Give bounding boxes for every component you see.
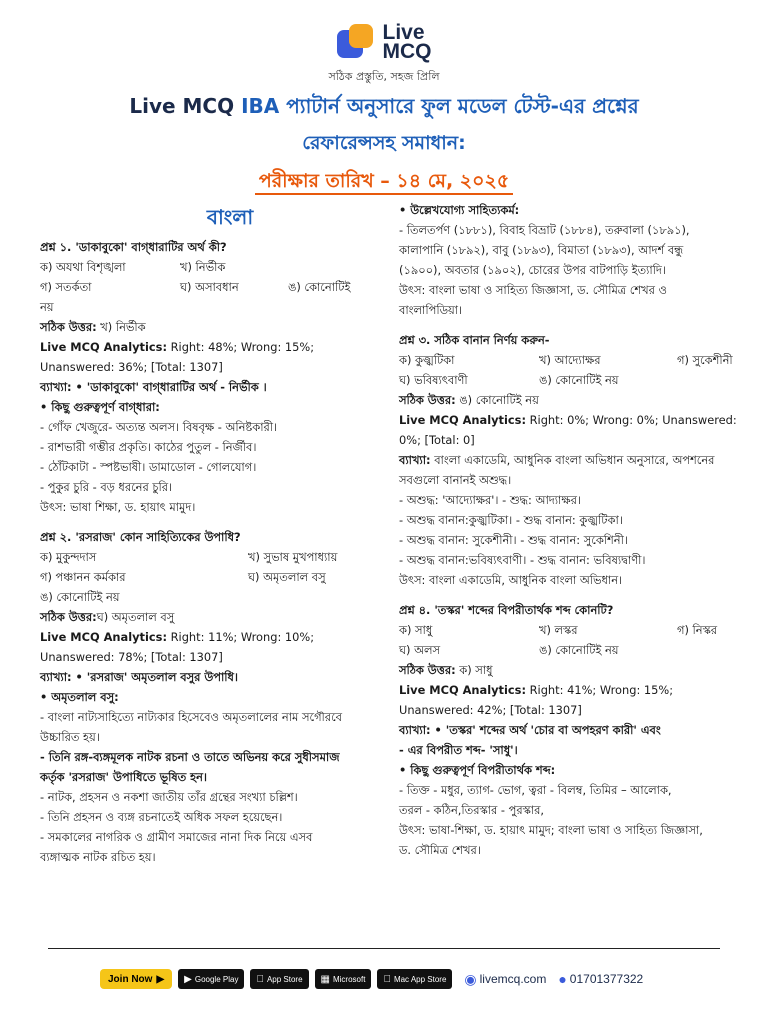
option-a: ক) সাধু [399,623,433,637]
explanation [40,377,390,397]
list-item: - অশুদ্ধ বানান:কুজ্ঝটিকা। - শুদ্ধ বানান: কুজ্ঝটিকা। [399,513,623,527]
option-b: খ) লস্কর [539,623,578,637]
google-play-badge[interactable] [178,969,244,989]
tagline: সঠিক প্রস্তুতি, সহজ প্রিলি [328,70,440,83]
works-line: কালাপানি (১৮৯২), বাবু (১৮৯৩), বিমাতা (১৮৯৩), আদর্শ বন্ধু [399,243,684,257]
works-line: উৎস: বাংলা ভাষা ও সাহিত্য জিজ্ঞাসা, ড. সৌমিত্র শেখর ও [399,283,667,297]
source: উৎস: ভাষা-শিক্ষা, ড. হায়াৎ মামুদ; বাংলা ভাষা ও সাহিত্য জিজ্ঞাসা, [399,823,703,837]
subject-heading: বাংলা [206,205,254,229]
explanation-label: ব্যাখ্যা: [399,453,431,467]
answer-value: খ) নির্ভীক [96,320,146,334]
google-play-icon: ▶ [184,973,192,985]
option-e-cont: নয় [40,300,54,314]
works-line: - তিলতর্পণ (১৮৮১), বিবাহ বিভ্রাট (১৮৮৪), তরুবালা (১৮৯১), [399,223,690,237]
explanation-text: • 'তস্কর' শব্দের অর্থ 'চোর বা অপহরণ কারী' এবং [430,723,661,737]
option-c: গ) পঞ্চানন কর্মকার [40,570,126,584]
option-b: খ) সুভাষ মুখপাধ্যায় [248,550,338,564]
explanation-cont: - এর বিপরীত শব্দ- 'সাধু'। [399,743,518,757]
footer [100,968,643,990]
answer-label: সঠিক উত্তর: [40,610,97,624]
list-item: - তিক্ত - মধুর, ত্যাগ- ভোগ, ত্বরা - বিলম্ব, তিমির – আলোক, [399,783,672,797]
option-c: গ) সতর্কতা [40,280,92,294]
answer-label: সঠিক উত্তর: [399,393,456,407]
right-column [399,200,744,860]
list-item: - অশুদ্ধ বানান:ভবিষ্যৎবাণী। - শুদ্ধ বানান: ভবিষ্যদ্বাণী। [399,553,646,567]
works-line: বাংলাপিডিয়া। [399,303,463,317]
works-line: (১৯০০), অবতার (১৯০২), চোরের উপর বাটপাড়ি ইত্যাদি। [399,263,666,277]
list-item: - অশুদ্ধ: 'আদ্যোক্ষর'। - শুদ্ধ: আদ্যাক্ষর। [399,493,581,507]
works-title: • উল্লেখযোগ্য সাহিত্যকর্ম: [399,203,520,217]
logo-line2: MCQ [382,40,432,63]
option-a: ক) কুজ্ঝটিকা [399,353,455,367]
correct-answer [399,390,744,410]
option-a: ক) মুকুন্দদাস [40,550,97,564]
option-d: ঘ) অলস [399,643,440,657]
option-e: ঙ) কোনোটিই নয় [539,373,619,387]
analytics-label: Live MCQ Analytics: [399,683,526,697]
website-link[interactable] [449,970,546,988]
logo [337,22,432,62]
phone-contact[interactable] [543,971,643,987]
answer-label: সঠিক উত্তর: [40,320,97,334]
option-c: গ) নিস্কর [677,623,718,637]
text-line: - বাংলা নাট্যসাহিত্যে নাট্যকার হিসেবেও অমৃতলালের নাম সগৌরবে [40,710,342,724]
footer-divider [48,948,720,949]
options-row [399,350,744,370]
analytics-cont: Unanswered: 42%; [Total: 1307] [399,703,582,717]
options-row [40,277,390,297]
join-now-button[interactable] [100,969,172,989]
logo-text [383,23,432,61]
explanation-text: • 'ডাকাবুকো' বাগ্‌ধারাটির অর্থ - নির্ভীক । [71,380,267,394]
title-main: IBA প্যাটার্ন অনুসারে ফুল মডেল টেস্ট-এর প্রশ্নের [241,94,639,118]
question-text: প্রশ্ন ৪. 'তস্কর' শব্দের বিপরীতার্থক শব্দ কোনটি? [399,603,614,617]
question-text: প্রশ্ন ১. 'ডাকাবুকো' বাগ্‌ধারাটির অর্থ কী? [40,240,227,254]
correct-answer [40,317,390,337]
options-row [399,620,744,640]
logo-line1: Live [382,21,425,44]
explanation [399,720,744,740]
question-text: প্রশ্ন ২. 'রসরাজ' কোন সাহিত্যিকের উপাধি? [40,530,241,544]
question-text: প্রশ্ন ৩. সঠিক বানান নির্ণয় করুন- [399,333,550,347]
analytics-label: Live MCQ Analytics: [40,630,167,644]
list-item: ব্যঙ্গাত্মক নাটক রচিত হয়। [40,850,156,864]
options-row [40,567,390,587]
answer-label: সঠিক উত্তর: [399,663,456,677]
correct-answer [40,607,390,627]
analytics [40,337,390,357]
apple-icon [256,974,264,985]
explanation-label: ব্যাখ্যা: [40,670,72,684]
answer-value: ঙ) কোনোটিই নয় [455,393,539,407]
left-column [40,203,390,867]
answer-value: ক) সাধু [455,663,493,677]
list-item: - রাশভারী গম্ভীর প্রকৃতি। কাঠের পুতুল - নির্জীব। [40,440,257,454]
option-c: গ) সুকেশীনী [677,353,733,367]
list-item: - ঠোঁটকাটা - স্পষ্টভাষী। ডামাডোল - গোলযোগ। [40,460,257,474]
microsoft-label: Microsoft [325,974,358,984]
microsoft-badge[interactable] [315,969,372,989]
list-title: • কিছু গুরুত্বপূর্ণ বাগ্‌ধারা: [40,400,160,414]
options-row [399,640,744,660]
windows-icon: ▦ [313,973,323,985]
options-row [399,370,744,390]
option-b: খ) নির্ভীক [180,260,226,274]
options-row [40,547,390,567]
play-arrow-icon: ▶ [156,973,165,985]
question-1 [40,237,390,517]
analytics-value: Right: 11%; Wrong: 10%; [167,630,315,644]
analytics [399,410,744,430]
phone-number: 01701377322 [554,972,629,986]
analytics-value: Right: 0%; Wrong: 0%; Unanswered: [526,413,737,427]
list-item: - গোঁফ খেজুরে- অত্যন্ত অলস। বিষবৃক্ষ - অনিষ্টকারী। [40,420,278,434]
list-item: - তিনি প্রহসন ও ব্যঙ্গ রচনাতেই অধিক সফল হয়েছেন। [40,810,283,824]
join-now-label: Join Now [108,973,153,985]
source: উৎস: ভাষা শিক্ষা, ড. হায়াৎ মামুদ। [40,500,196,514]
page-subtitle: রেফারেন্সসহ সমাধান: [302,132,466,154]
option-d: ঘ) অসাবধান [180,280,239,294]
title-brand: Live MCQ [129,94,242,118]
explanation [399,450,744,470]
correct-answer [399,660,744,680]
option-e: ঙ) কোনোটিই নয় [40,590,120,604]
explanation-cont: সবগুলো বানানই অশুদ্ধ। [399,473,512,487]
question-3 [399,330,744,590]
analytics-value: Right: 48%; Wrong: 15%; [167,340,315,354]
option-e: ঙ) কোনোটিই [288,280,351,294]
explanation [40,667,390,687]
website-label: livemcq.com [464,972,532,986]
sub-title: • অমৃতলাল বসু: [40,690,119,704]
explanation-label: ব্যাখ্যা: [40,380,72,394]
source: উৎস: বাংলা একাডেমি, আধুনিক বাংলা অভিধান। [399,573,623,587]
list-item: - পুকুর চুরি - বড় ধরনের চুরি। [40,480,173,494]
explanation-text: • 'রসরাজ' অমৃতলাল বসুর উপাধি। [71,670,238,684]
text-line: উচ্চারিত হয়। [40,730,100,744]
mac-app-store-badge[interactable] [377,969,452,989]
options-row [40,257,390,277]
list-item: তরল - কঠিন,তিরস্কার - পুরস্কার, [399,803,544,817]
analytics-label: Live MCQ Analytics: [40,340,167,354]
apple-icon [383,974,391,985]
analytics-cont: Unanswered: 78%; [Total: 1307] [40,650,223,664]
header [0,22,768,87]
option-d: ঘ) অমৃতলাল বসু [248,570,326,584]
analytics-cont: Unanswered: 36%; [Total: 1307] [40,360,223,374]
list-item: - নাটক, প্রহসন ও নকশা জাতীয় তাঁর গ্রন্থের সংখ্যা চল্লিশ। [40,790,298,804]
list-item: - সমকালের নাগরিক ও গ্রামীণ সমাজের নানা দিক নিয়ে এসব [40,830,313,844]
question-4 [399,600,744,860]
exam-date-text: পরীক্ষার তারিখ – ১৪ মে, ২০২৫ [255,170,513,195]
explanation-text: বাংলা একাডেমি, আধুনিক বাংলা অভিধান অনুসারে, অপশনের [430,453,715,467]
analytics-label: Live MCQ Analytics: [399,413,526,427]
explanation-label: ব্যাখ্যা: [399,723,431,737]
option-e: ঙ) কোনোটিই নয় [539,643,619,657]
question-2 [40,527,390,867]
google-play-label: Google Play [194,974,239,984]
answer-value: ঘ) অমৃতলাল বসু [96,610,175,624]
page-title [0,92,768,125]
analytics [399,680,744,700]
mac-app-store-label: Mac App Store [378,974,432,984]
user-icon: ● [543,971,552,987]
logo-mark-icon [337,22,377,62]
exam-date [0,167,768,199]
app-store-badge[interactable] [250,969,308,989]
analytics [40,627,390,647]
text-line-bold: - তিনি রঙ্গ-ব্যঙ্গমূলক নাটক রচনা ও তাতে অভিনয় করে সুধীসমাজ [40,750,340,764]
source-cont: ড. সৌমিত্র শেখর। [399,843,481,857]
app-store-label: App Store [259,974,296,984]
list-title: • কিছু গুরুত্বপূর্ণ বিপরীতার্থক শব্দ: [399,763,556,777]
analytics-cont: 0%; [Total: 0] [399,433,475,447]
option-a: ক) অযথা বিশৃঙ্খলা [40,260,126,274]
list-item: - অশুদ্ধ বানান: সুকেশীনী। - শুদ্ধ বানান: সুকেশিনী। [399,533,628,547]
globe-icon: ◉ [449,970,462,987]
option-b: খ) আদ্যোক্ষর [539,353,601,367]
text-line-bold: কর্তৃক 'রসরাজ' উপাধিতে ভূষিত হন। [40,770,207,784]
option-d: ঘ) ভবিষ্যৎবাণী [399,373,468,387]
analytics-value: Right: 41%; Wrong: 15%; [526,683,674,697]
